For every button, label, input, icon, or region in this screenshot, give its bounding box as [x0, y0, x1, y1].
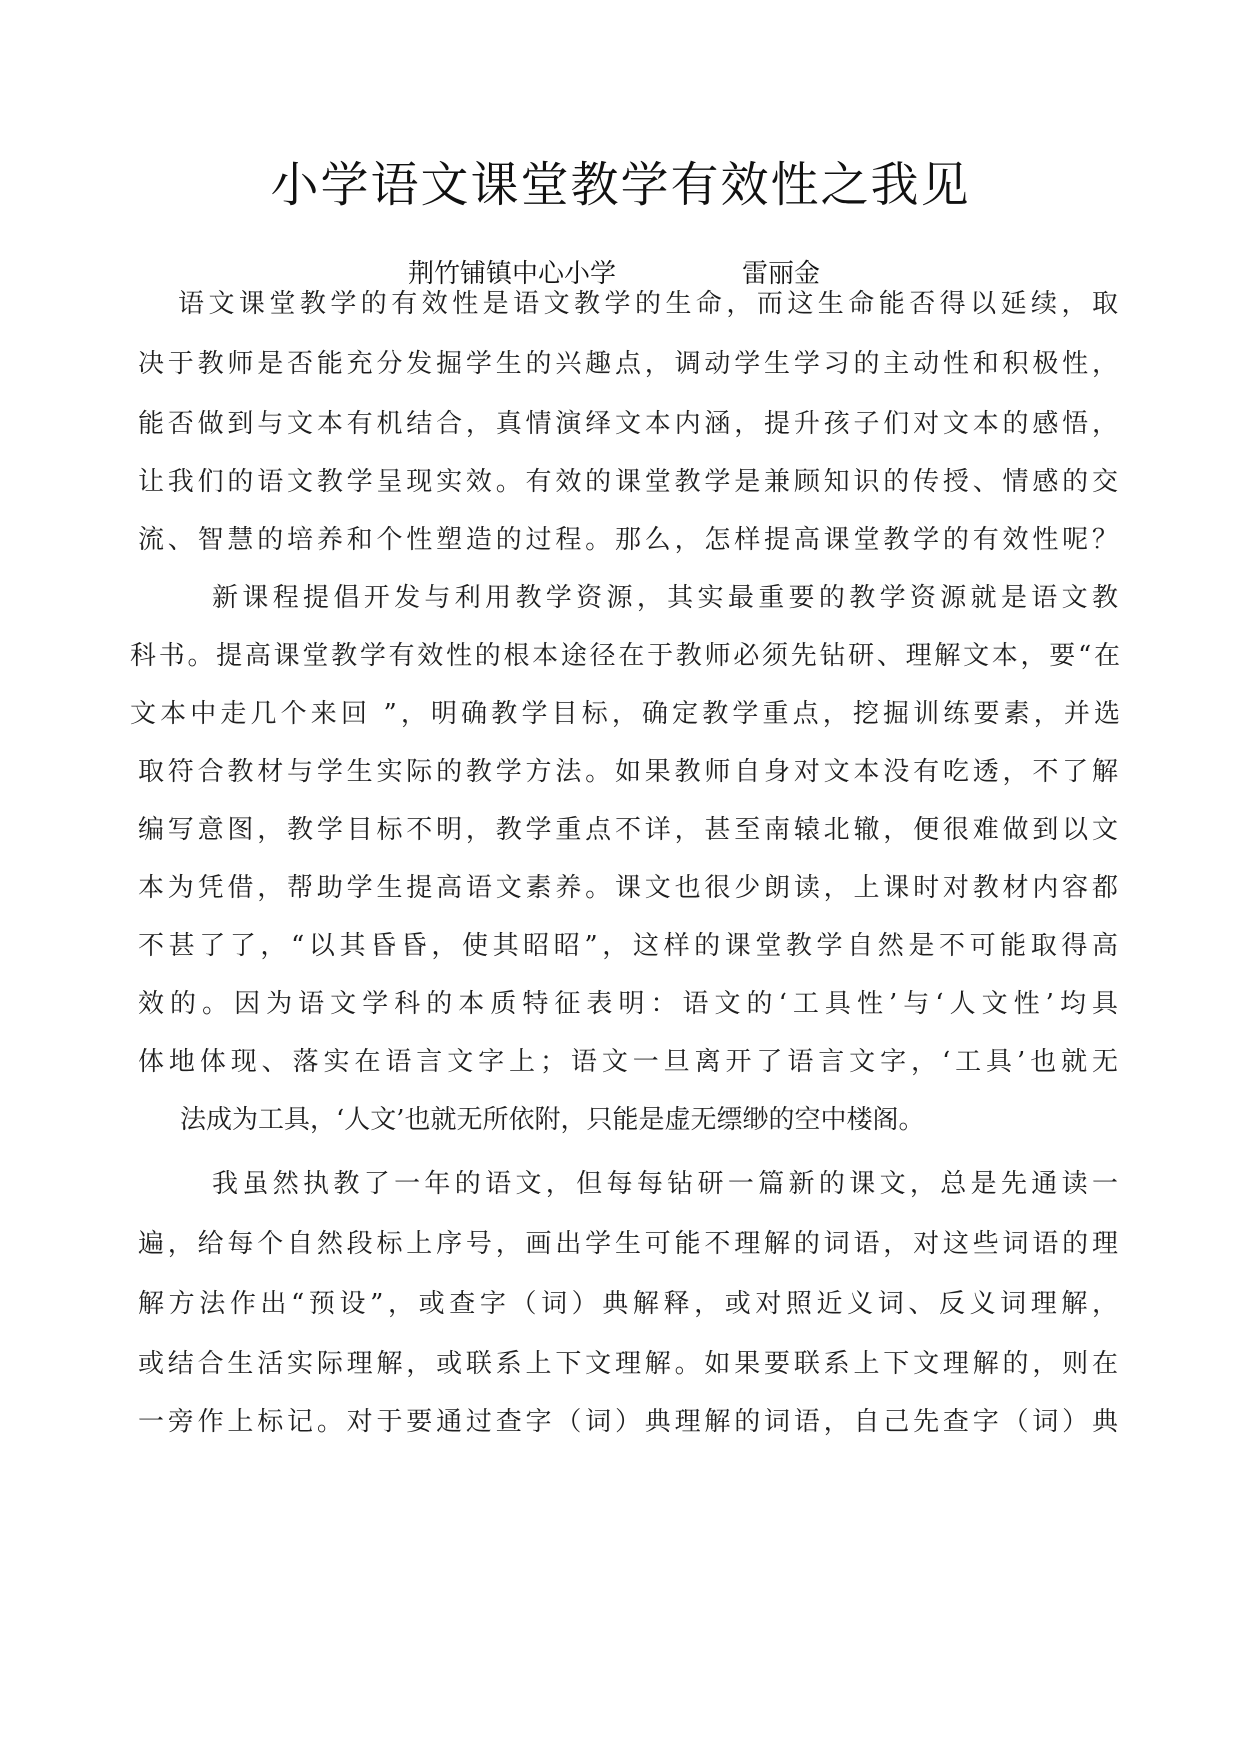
body-line: 流、智慧的培养和个性塑造的过程。那么，怎样提高课堂教学的有效性呢？	[138, 525, 1118, 555]
body-line: 文本中走几个来回 ”，明确教学目标，确定教学重点，挖掘训练要素，并选	[130, 699, 1120, 729]
body-line: 效的。因为语文学科的本质特征表明：语文的‘工具性’与‘人文性’均具	[138, 989, 1118, 1019]
body-line: 本为凭借，帮助学生提高语文素养。课文也很少朗读，上课时对教材内容都	[138, 873, 1118, 903]
body-line: 不甚了了，“以其昏昏，使其昭昭”，这样的课堂教学自然是不可能取得高	[138, 931, 1118, 961]
body-line: 体地体现、落实在语言文字上；语文一旦离开了语言文字，‘工具’也就无	[138, 1047, 1118, 1077]
body-line: 决于教师是否能充分发掘学生的兴趣点，调动学生学习的主动性和积极性，	[138, 349, 1118, 379]
body-line: 取符合教材与学生实际的教学方法。如果教师自身对文本没有吃透，不了解	[138, 757, 1118, 787]
body-line: 新课程提倡开发与利用教学资源，其实最重要的教学资源就是语文教	[212, 583, 1118, 613]
body-line: 法成为工具，‘人文’也就无所依附，只能是虚无缥缈的空中楼阁。	[180, 1105, 925, 1135]
body-line: 一旁作上标记。对于要通过查字（词）典理解的词语，自己先查字（词）典	[138, 1407, 1118, 1437]
body-line: 语文课堂教学的有效性是语文教学的生命，而这生命能否得以延续，取	[178, 289, 1118, 319]
body-line: 能否做到与文本有机结合，真情演绎文本内涵，提升孩子们对文本的感悟，	[138, 409, 1118, 439]
body-line: 或结合生活实际理解，或联系上下文理解。如果要联系上下文理解的，则在	[138, 1349, 1118, 1379]
author-name: 雷丽金	[742, 259, 821, 289]
body-line: 让我们的语文教学呈现实效。有效的课堂教学是兼顾知识的传授、情感的交	[138, 467, 1118, 497]
school-name: 荆竹铺镇中心小学	[408, 259, 617, 289]
body-line: 我虽然执教了一年的语文，但每每钻研一篇新的课文，总是先通读一	[212, 1169, 1118, 1199]
document-title: 小学语文课堂教学有效性之我见	[270, 157, 971, 213]
body-line: 解方法作出“预设”，或查字（词）典解释，或对照近义词、反义词理解，	[138, 1289, 1118, 1319]
body-line: 科书。提高课堂教学有效性的根本途径在于教师必须先钻研、理解文本，要“在	[130, 641, 1120, 671]
body-line: 遍，给每个自然段标上序号，画出学生可能不理解的词语，对这些词语的理	[138, 1229, 1118, 1259]
body-line: 编写意图，教学目标不明，教学重点不详，甚至南辕北辙，便很难做到以文	[138, 815, 1118, 845]
